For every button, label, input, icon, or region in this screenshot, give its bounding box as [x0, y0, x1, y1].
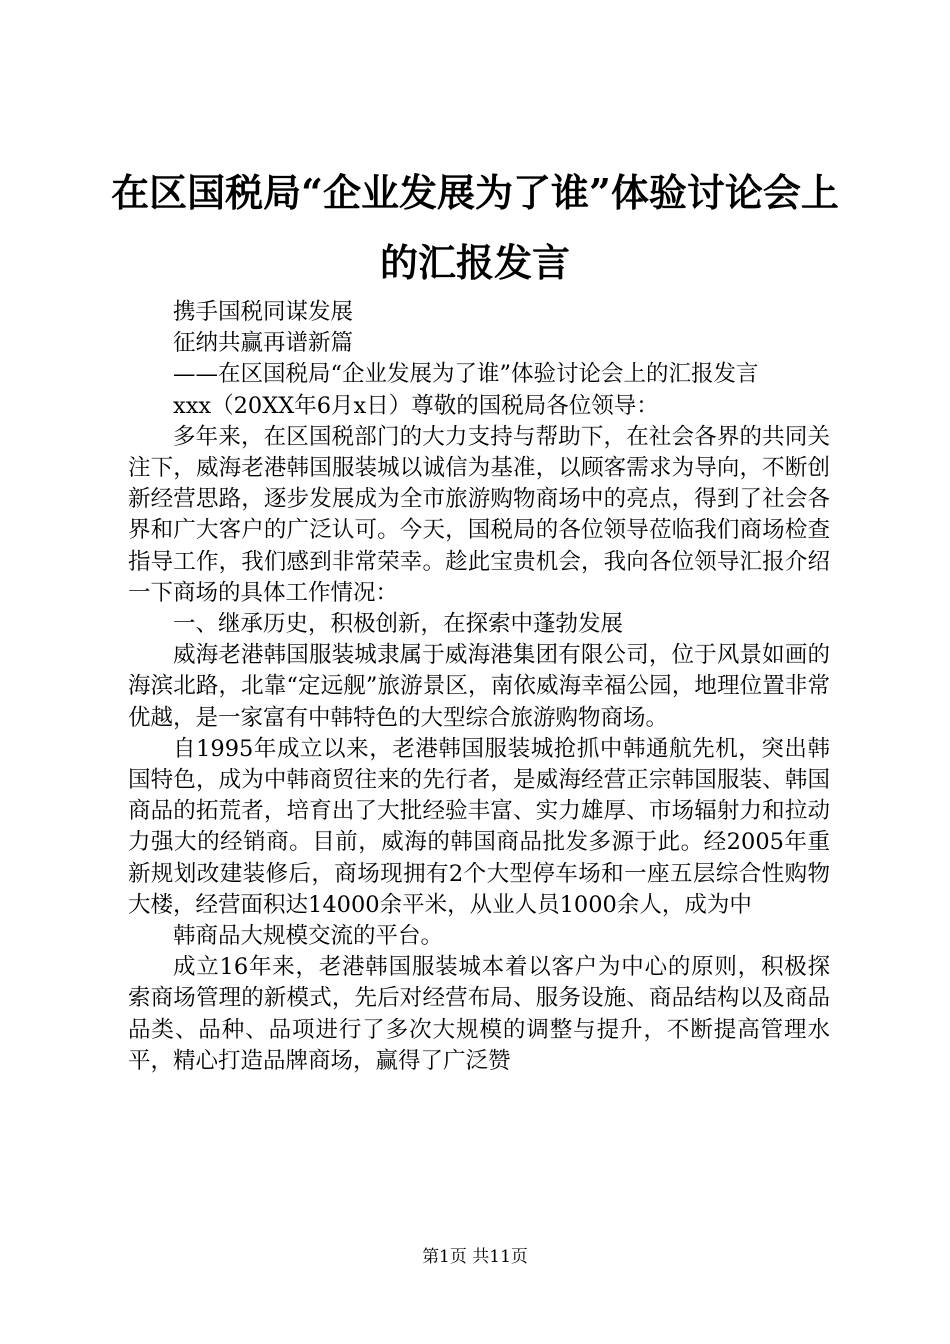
- subtitle-line-2: 征纳共赢再谱新篇: [173, 330, 354, 357]
- page-number-footer: 第1页 共11页: [422, 1247, 528, 1267]
- subtitle-line-3: ——在区国税局“企业发展为了谁”体验讨论会上的汇报发言: [173, 361, 759, 388]
- paragraph-intro: 多年来，在区国税部门的大力支持与帮助下，在社会各界的共同关注下，威海老港韩国服装城以诚信为基准，以顾客需求为导向，不断创新经营思路，逐步发展成为全市旅游购物商场中的亮点，得到了社会各界和广大客户的广泛认可。今天，国税局的各位领导莅临我们商场检查指导工作，我们感到非常荣幸。趁此宝贵机会，我向各位领导汇报介绍一下商场的具体工作情况：: [128, 423, 830, 606]
- subtitle-line-1: 携手国税同谋发展: [173, 299, 354, 325]
- paragraph-management: 成立16年来，老港韩国服装城本着以客户为中心的原则，积极探索商场管理的新模式，先后对经营布局、服务设施、商品结构以及商品品类、品种、品项进行了多次大规模的调整与提升，不断提高管理水平，精心打造品牌商场，赢得了广泛赞: [128, 954, 830, 1074]
- paragraph-continuation: 韩商品大规模交流的平台。: [173, 923, 444, 950]
- salutation: xxx（20XX年6月x日）尊敬的国税局各位领导：: [173, 392, 659, 419]
- document-body: [128, 297, 830, 1077]
- paragraph-history: 自1995年成立以来，老港韩国服装城抢抓中韩通航先机，突出韩国特色，成为中韩商贸往来的先行者，是威海经营正宗韩国服装、韩国商品的拓荒者，培育出了大批经验丰富、实力雄厚、市场辐射力和拉动力强大的经销商。目前，威海的韩国商品批发多源于此。经2005年重新规划改建装修后，商场现拥有2个大型停车场和一座五层综合性购物大楼，经营面积达14000余平米，从业人员1000余人，成为中: [128, 735, 830, 918]
- section-heading-1: 一、继承历史，积极创新，在探索中蓬勃发展: [173, 611, 624, 638]
- document-title: 在区国税局“企业发展为了谁”体验讨论会上的汇报发言: [111, 170, 839, 285]
- paragraph-location: 威海老港韩国服装城隶属于威海港集团有限公司，位于风景如画的海滨北路，北靠“定远舰”旅游景区，南依威海幸福公园，地理位置非常优越，是一家富有中韩特色的大型综合旅游购物商场。: [128, 642, 830, 731]
